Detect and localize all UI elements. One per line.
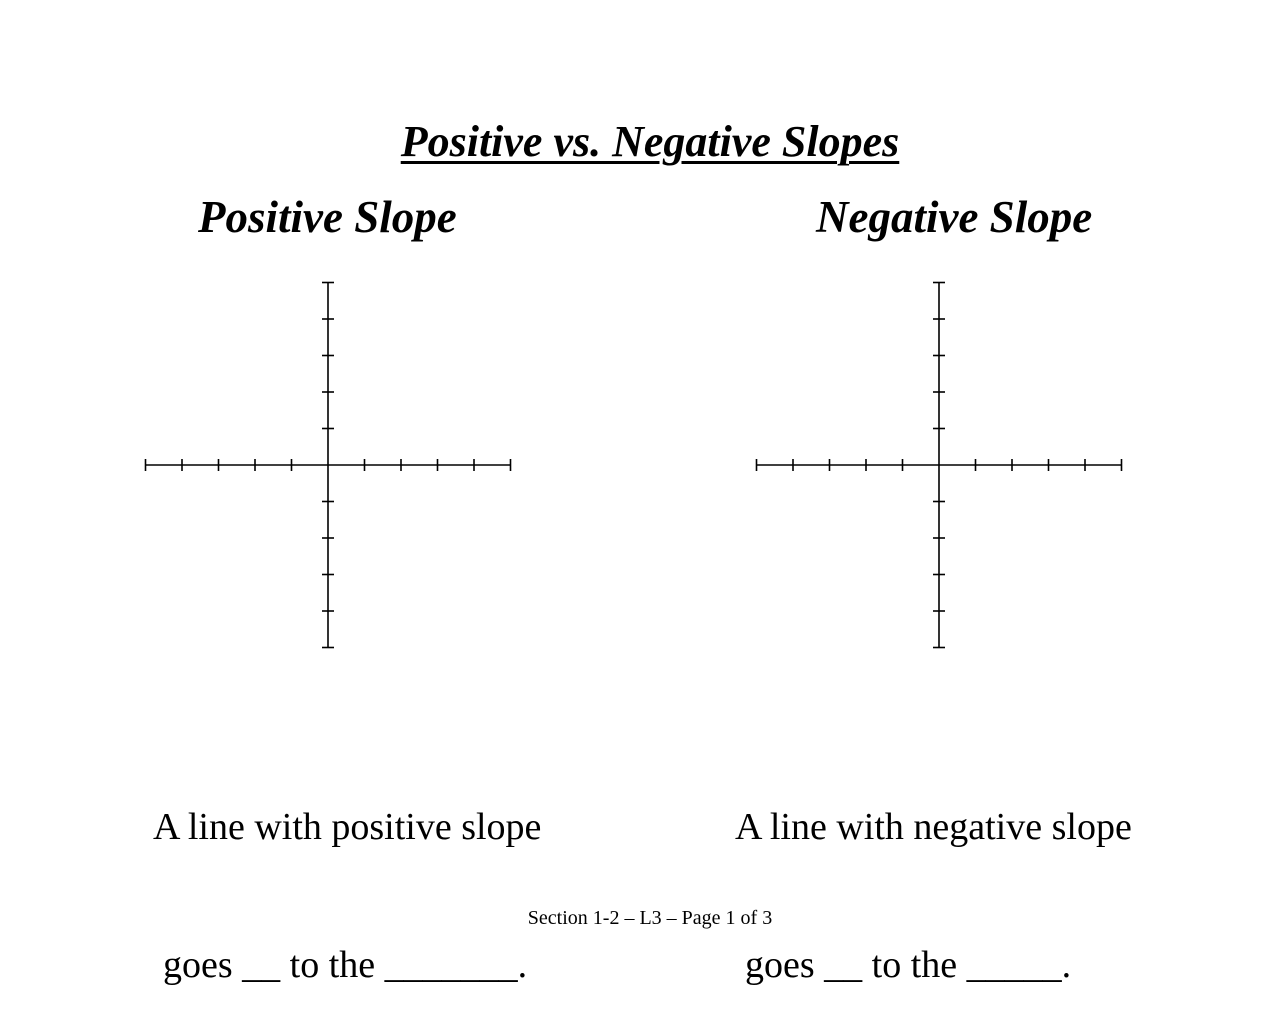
positive-slope-axes — [142, 276, 514, 654]
negative-slope-caption — [735, 712, 1132, 1034]
page-footer: Section 1-2 – L3 – Page 1 of 3 — [527, 907, 773, 929]
negative-slope-axes — [753, 276, 1125, 654]
caption-text-to-the: to the — [862, 944, 967, 986]
positive-slope-heading: Positive Slope — [198, 192, 457, 242]
caption-line-2 — [735, 942, 1132, 988]
blank-direction: __ — [824, 944, 863, 986]
negative-slope-heading: Negative Slope — [816, 192, 1093, 242]
caption-period: . — [1061, 944, 1072, 986]
blank-side: _____ — [966, 944, 1062, 986]
caption-text-goes: goes — [745, 944, 825, 986]
caption-text-goes: goes — [163, 944, 243, 986]
caption-period: . — [517, 944, 528, 986]
blank-direction: __ — [242, 944, 281, 986]
caption-line-2 — [153, 942, 541, 988]
blank-side: _______ — [384, 944, 518, 986]
caption-line-1: A line with negative slope — [735, 806, 1132, 848]
caption-line-1: A line with positive slope — [153, 806, 542, 848]
positive-slope-caption — [153, 712, 541, 1034]
caption-text-to-the: to the — [280, 944, 385, 986]
page-title: Positive vs. Negative Slopes — [400, 117, 900, 166]
